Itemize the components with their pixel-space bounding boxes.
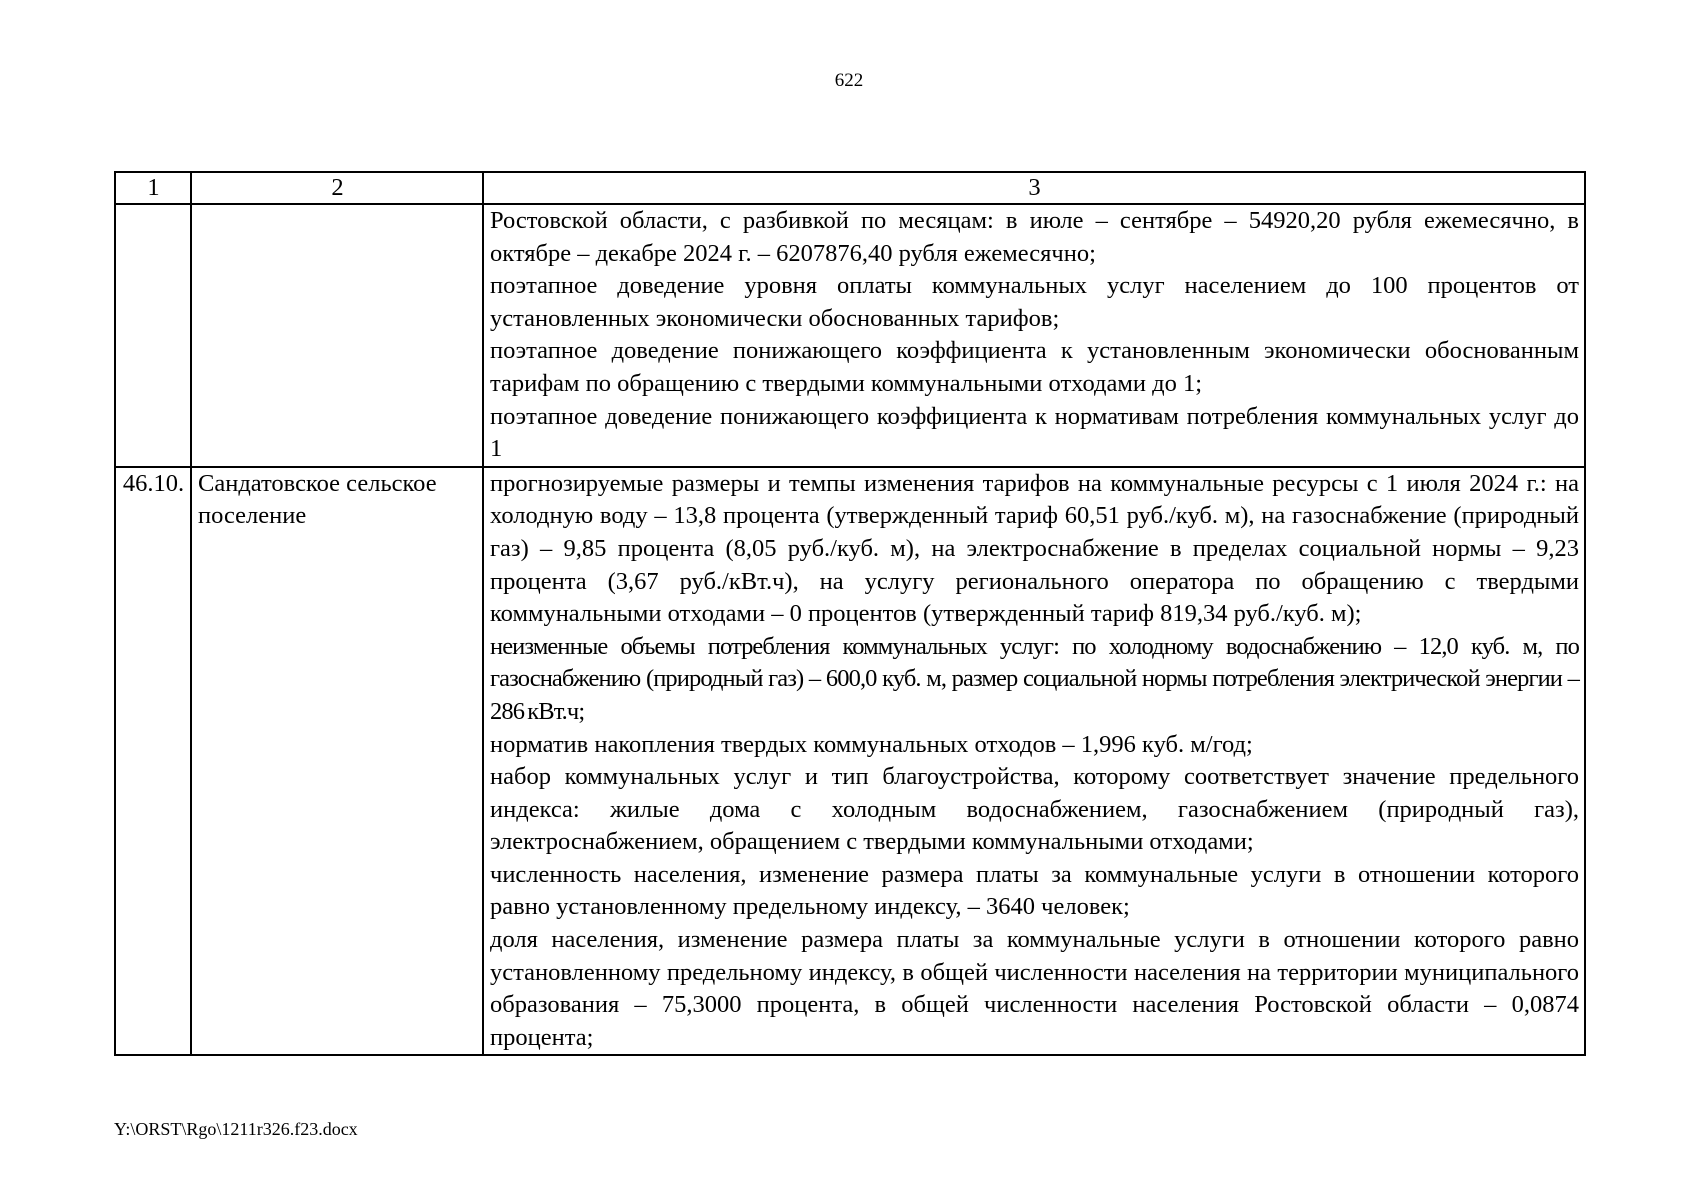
footer-file-path: Y:\ORST\Rgo\1211r326.f23.docx: [114, 1119, 358, 1139]
table-row: [115, 467, 1585, 1056]
description-paragraph: набор коммунальных услуг и тип благоустройства, которому соответствует значение предельного индекса: жилые дома с холодным водоснабжением, газоснабжением (природный газ), электроснабжением, обращением с твердыми коммунальными отходами;: [490, 763, 1579, 856]
row-description: [483, 204, 1585, 467]
description-paragraph: поэтапное доведение понижающего коэффициента к установленным экономически обоснованным тарифам по обращению с твердыми коммунальными отходами до 1;: [490, 337, 1579, 397]
table-row: [115, 204, 1585, 467]
description-paragraph: прогнозируемые размеры и темпы изменения тарифов на коммунальные ресурсы с 1 июля 2024 г.: на холодную воду – 13,8 процента (утвержденный тариф 60,51 руб./куб. м), на газоснабжение (природный газ) – 9,85 процента (8,05 руб./куб. м), на электроснабжение в пределах социальной нормы – 9,23 процента (3,67 руб./кВт.ч), на услугу регионального оператора по обращению с твердыми коммунальными отходами – 0 процентов (утвержденный тариф 819,34 руб./куб. м);: [490, 469, 1579, 628]
settlement-name: Сандатовское сельское поселение: [191, 467, 483, 1056]
description-paragraph: численность населения, изменение размера платы за коммунальные услуги в отношении которого равно установленному предельному индексу, – 3640 человек;: [490, 860, 1579, 921]
description-paragraph: Ростовской области, с разбивкой по месяцам: в июле – сентябре – 54920,20 рубля ежемесячно, в октябре – декабре 2024 г. – 6207876,40 рубля ежемесячно;: [490, 207, 1579, 267]
description-paragraph: неизменные объемы потребления коммунальных услуг: по холодному водоснабжению – 12,0 куб. м, по газоснабжению (природный газ) – 600,0 куб. м, размер социальной нормы потребления электрической энергии – 286 кВт.ч;: [490, 632, 1579, 725]
description-paragraph: доля населения, изменение размера платы за коммунальные услуги в отношении которого равно установленному предельному индексу, в общей численности населения на территории муниципального образования – 75,3000 процента, в общей численности населения Ростовской области – 0,0874 процента;: [490, 926, 1579, 1051]
row-number: 46.10.: [115, 467, 191, 1056]
description-paragraph: поэтапное доведение понижающего коэффициента к нормативам потребления коммунальных услуг до 1: [490, 402, 1579, 463]
description-paragraph: поэтапное доведение уровня оплаты коммунальных услуг населением до 100 процентов от установленных экономически обоснованных тарифов;: [490, 272, 1579, 332]
settlement-name: [191, 204, 483, 467]
page-number: 622: [834, 70, 864, 91]
column-header-3: 3: [483, 172, 1585, 204]
row-number: [115, 204, 191, 467]
column-header-2: 2: [191, 172, 483, 204]
description-paragraph: норматив накопления твердых коммунальных отходов – 1,996 куб. м/год;: [490, 730, 1253, 758]
tariff-table: [114, 171, 1586, 1056]
column-header-1: 1: [115, 172, 191, 204]
table-header-row: [115, 172, 1585, 204]
row-description: [483, 467, 1585, 1056]
